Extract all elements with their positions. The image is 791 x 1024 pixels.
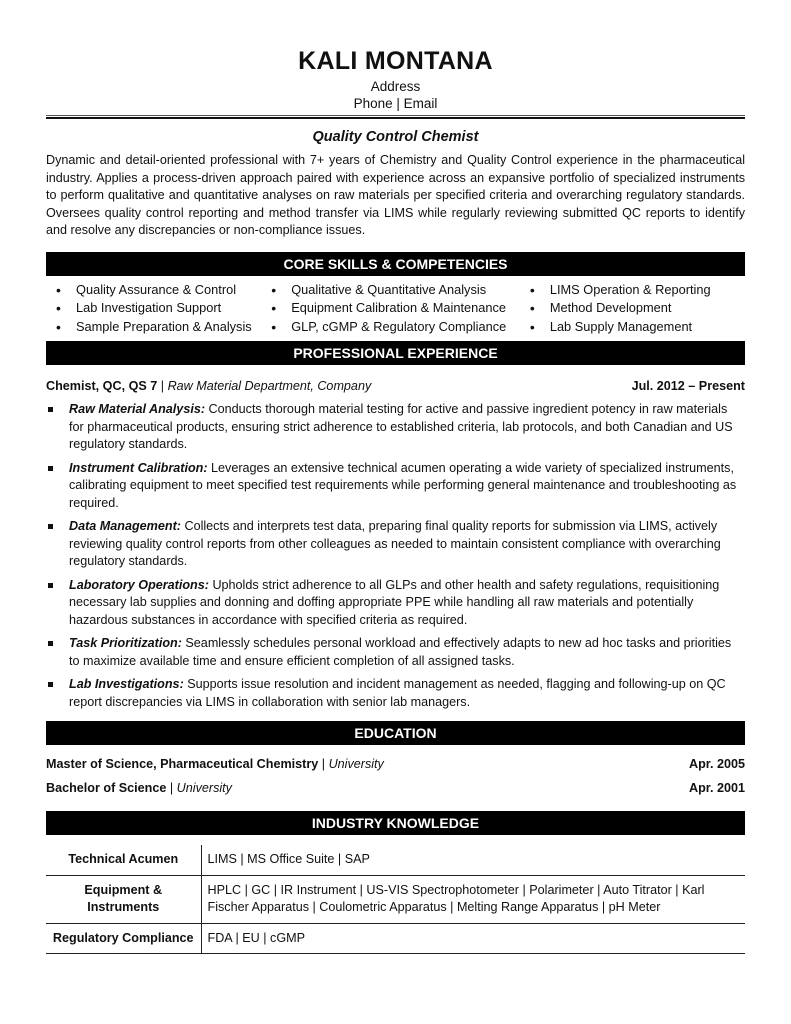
education-degree-line	[46, 755, 384, 773]
phone-email: Phone | Email	[353, 96, 438, 111]
school: University	[328, 757, 384, 771]
education-date: Apr. 2005	[688, 757, 745, 771]
experience-bullet	[46, 518, 745, 571]
bullet-text: Collects and interprets test data, preparing final quality reports for submission via LIMS, actively reviewing quality control reports from other colleagues as needed to maintain consistent compliance with overarching regulatory standards.	[69, 519, 721, 568]
experience-bullet	[46, 635, 745, 670]
job-role-line	[46, 377, 371, 395]
knowledge-category: Technical Acumen	[46, 845, 201, 875]
skills-column-2	[269, 281, 528, 337]
job-headline: Quality Control Chemist	[312, 129, 479, 145]
experience-bullet	[46, 577, 745, 630]
experience-bullets	[46, 401, 745, 711]
section-title-skills: CORE SKILLS & COMPETENCIES	[46, 252, 745, 276]
separator: |	[157, 379, 168, 393]
experience-bullet	[46, 460, 745, 513]
bullet-label: Laboratory Operations:	[69, 577, 209, 592]
education-list	[46, 755, 745, 797]
education-entry	[46, 755, 745, 773]
education-date: Apr. 2001	[688, 781, 745, 795]
skill-item: • Lab Supply Management	[528, 318, 745, 337]
separator: |	[166, 781, 177, 795]
separator: |	[318, 757, 329, 771]
degree: Bachelor of Science	[46, 781, 167, 795]
industry-knowledge-table	[46, 845, 745, 954]
degree: Master of Science, Pharmaceutical Chemistry	[46, 757, 319, 771]
job-entry-header	[46, 377, 745, 395]
section-title-education: EDUCATION	[46, 721, 745, 745]
header-divider	[46, 115, 745, 119]
job-department: Raw Material Department, Company	[167, 379, 372, 393]
skill-item: • Lab Investigation Support	[54, 299, 269, 318]
skill-item: • Quality Assurance & Control	[54, 281, 269, 300]
address: Address	[370, 79, 421, 94]
bullet-text: Supports issue resolution and incident management as needed, flagging and following-up on QC report discrepancies via LIMS in collaboration with senior lab managers.	[69, 677, 726, 709]
bullet-label: Raw Material Analysis:	[69, 402, 206, 416]
table-row	[46, 923, 745, 954]
skills-grid	[46, 276, 745, 342]
school: University	[176, 781, 232, 795]
knowledge-category: Equipment & Instruments	[46, 875, 201, 923]
education-entry	[46, 779, 745, 797]
skills-column-1	[54, 281, 269, 337]
section-title-experience: PROFESSIONAL EXPERIENCE	[46, 341, 745, 365]
skill-item: • Sample Preparation & Analysis	[54, 318, 269, 337]
knowledge-value: FDA | EU | cGMP	[201, 923, 745, 954]
knowledge-value: HPLC | GC | IR Instrument | US-VIS Spectrophotometer | Polarimeter | Auto Titrator | Karl Fischer Apparatus | Coulometric Apparatus | Melting Range Apparatus | pH Meter	[201, 875, 745, 923]
skill-item: • Method Development	[528, 299, 745, 318]
knowledge-value: LIMS | MS Office Suite | SAP	[201, 845, 745, 875]
bullet-text: Leverages an extensive technical acumen operating a wide variety of specialized instruments, calibrating equipment to meet specified test requirements while performing general maintenance and troubleshooting as required.	[69, 460, 737, 510]
knowledge-category: Regulatory Compliance	[46, 923, 201, 954]
skill-item: • LIMS Operation & Reporting	[528, 281, 745, 300]
job-role: Chemist, QC, QS 7	[46, 379, 158, 393]
bullet-label: Lab Investigations:	[69, 677, 184, 691]
skill-item: • Equipment Calibration & Maintenance	[269, 299, 528, 318]
resume-header	[46, 44, 745, 112]
experience-bullet	[46, 401, 745, 454]
section-title-industry-knowledge: INDUSTRY KNOWLEDGE	[46, 811, 745, 835]
table-row	[46, 875, 745, 923]
bullet-text: Seamlessly schedules personal workload and effectively adapts to new ad hoc tasks and priorities to maximize available time and ensure efficient completion of all assigned tasks.	[69, 636, 732, 668]
skills-column-3	[528, 281, 745, 337]
skill-item: • GLP, cGMP & Regulatory Compliance	[269, 318, 528, 337]
table-row	[46, 845, 745, 875]
education-degree-line	[46, 779, 232, 797]
professional-summary: Dynamic and detail-oriented professional with 7+ years of Chemistry and Quality Control experience in the pharmaceutical industry. Applies a process-driven approach paired with experience across an expansive portfolio of specialized instruments to perform qualitative and quantitative analyses on raw materials per specified criteria and overarching regulatory standards. Oversees quality control reporting and method transfer via LIMS while regularly reviewing submitted QC reports to identify and resolve any discrepancies or non-compliance issues.	[46, 153, 745, 237]
bullet-label: Data Management:	[69, 519, 181, 533]
bullet-label: Instrument Calibration:	[69, 460, 208, 475]
job-dates: Jul. 2012 – Present	[631, 379, 745, 393]
candidate-name: KALI MONTANA	[298, 47, 493, 75]
bullet-text: Conducts thorough material testing for active and passive ingredient potency in raw materials for pharmaceutical products, ensuring strict adherence to established criteria, lab protocols, and both Canadian and US regulatory standards.	[69, 402, 733, 451]
bullet-text: Upholds strict adherence to all GLPs and other health and safety regulations, requisitioning necessary lab supplies and donning and doffing appropriate PPE while handling all raw materials and potentially hazardous substances in accordance with specified criteria as required.	[69, 577, 720, 627]
experience-bullet	[46, 676, 745, 711]
skill-item: • Qualitative & Quantitative Analysis	[269, 281, 528, 300]
bullet-label: Task Prioritization:	[69, 636, 182, 650]
